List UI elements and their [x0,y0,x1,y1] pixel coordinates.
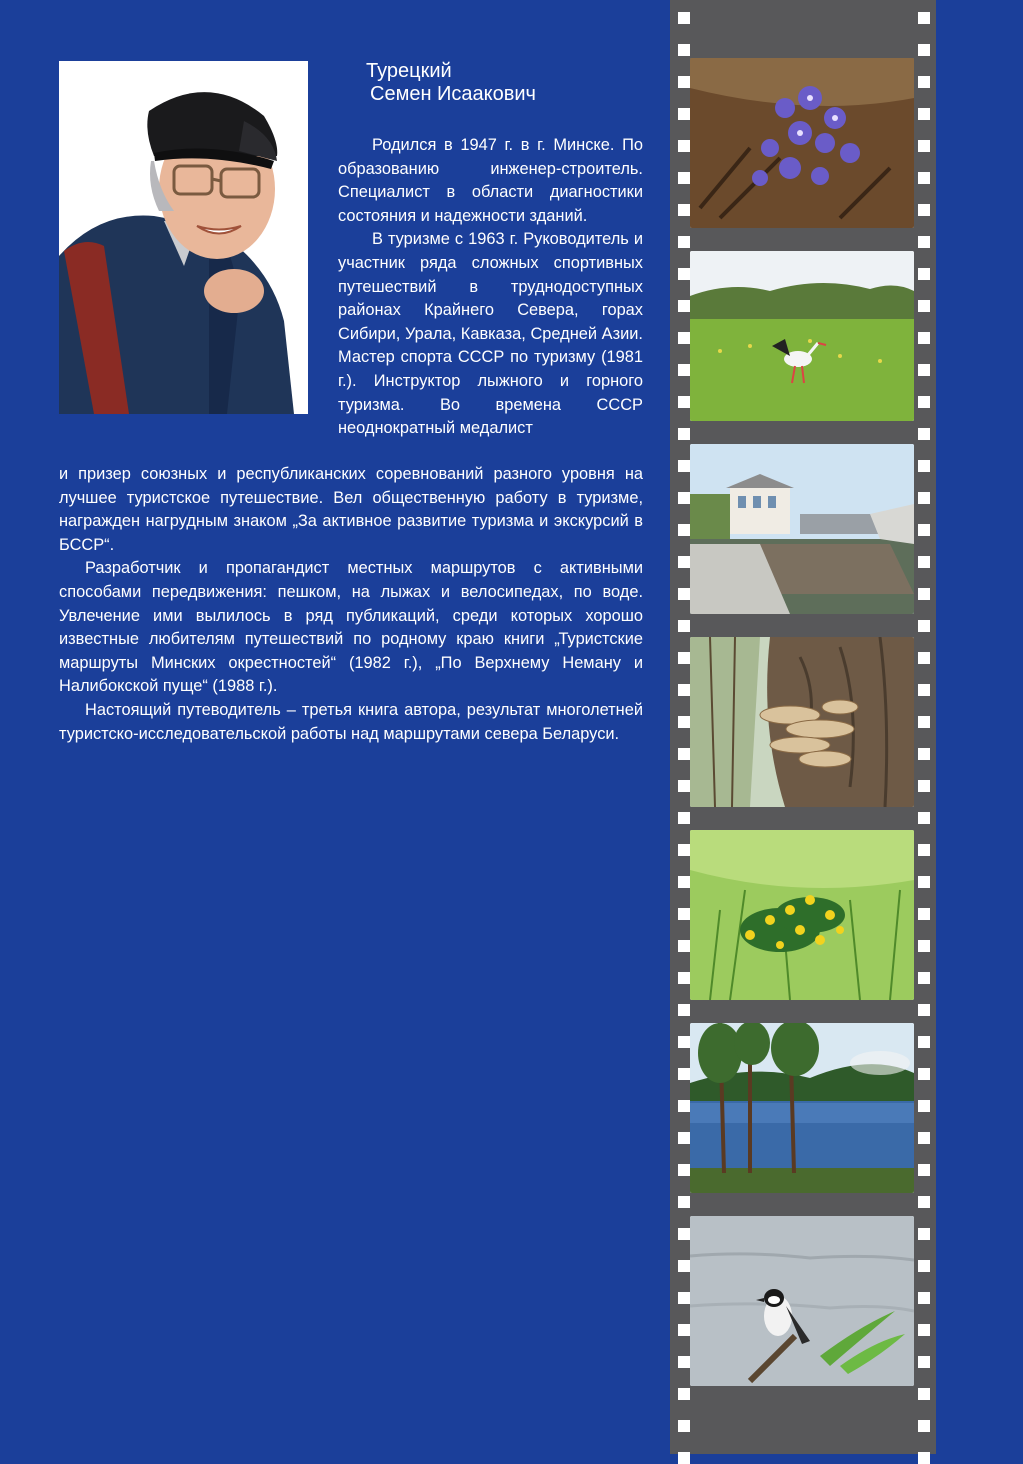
author-name [366,60,536,106]
film-perforation [918,716,930,728]
film-perforation [918,556,930,568]
bio-column-text [338,134,643,441]
wagtail-on-branch-photo [690,1216,914,1386]
author-portrait [59,61,308,414]
bio-full-text [59,463,643,746]
film-perforation [918,812,930,824]
bio-paragraph-birth: Родился в 1947 г. в г. Минске. По образованию инженер-строитель. Специалист в области диагностики состояния и надежности зданий. [338,136,643,225]
film-perforation [678,972,690,984]
film-perforation [918,1260,930,1272]
film-perforation [678,364,690,376]
film-perforation [918,1228,930,1240]
film-perforation [678,76,690,88]
film-perforation [678,588,690,600]
film-perforation [678,172,690,184]
film-perforation [918,108,930,120]
film-perforation [678,652,690,664]
film-perforation [918,300,930,312]
film-perforation [678,12,690,24]
author-given-names: Семен Исаакович [370,83,536,105]
film-perforation [678,620,690,632]
film-perforation [678,236,690,248]
film-perforation [678,1228,690,1240]
film-perforation [918,1036,930,1048]
film-perforation [918,524,930,536]
film-perforation [918,428,930,440]
film-perforation [918,588,930,600]
film-perforation [918,268,930,280]
filmstrip [670,0,936,1454]
film-perforation [918,396,930,408]
film-perforation [678,140,690,152]
film-perforation [678,844,690,856]
film-perforation [678,396,690,408]
film-perforation [918,1132,930,1144]
film-perforation [678,716,690,728]
film-perforation [918,876,930,888]
forest-lake-photo [690,1023,914,1193]
film-perforation [918,76,930,88]
film-perforation [918,1164,930,1176]
film-perforation [918,1100,930,1112]
film-perforation [918,44,930,56]
film-perforation [678,1356,690,1368]
hepatica-flowers-photo [690,58,914,228]
bio-paragraph-guide: Настоящий путеводитель – третья книга автора, результат многолетней туристско-исследовательской работы над маршрутами севера Беларуси. [59,700,643,743]
film-perforation [678,556,690,568]
film-perforation [918,492,930,504]
tree-fungus-photo [690,637,914,807]
film-perforation [678,44,690,56]
film-perforation [918,460,930,472]
film-perforation [678,492,690,504]
film-perforation [918,1004,930,1016]
film-perforation [918,780,930,792]
film-perforation [678,300,690,312]
film-perforation [918,364,930,376]
stork-in-meadow-photo [690,251,914,421]
film-perforation [918,1356,930,1368]
film-perforation [678,108,690,120]
film-perforation [918,940,930,952]
film-perforation [678,940,690,952]
bio-paragraph-routes: Разработчик и пропагандист местных маршрутов с активными способами передвижения: пешком, на лыжах и велосипедах, по воде. Увлечение ими вылилось в ряд публикаций, среди которых хорошо известные любителям путешествий по родному краю книги „Туристские маршруты Минских окрестностей“ (1982 г.), „По Верхнему Неману и Налибокской пуще“ (1988 г.). [59,559,643,696]
film-perforation [918,12,930,24]
film-perforation [918,204,930,216]
film-perforation [678,876,690,888]
film-perforation [918,236,930,248]
film-perforation [678,1420,690,1432]
film-perforation [918,1388,930,1400]
filmstrip-perforations-right [918,0,930,1454]
dam-building-photo [690,444,914,614]
film-perforation [918,1420,930,1432]
film-perforation [678,204,690,216]
film-perforation [678,428,690,440]
film-perforation [918,1292,930,1304]
film-perforation [678,1292,690,1304]
film-perforation [678,812,690,824]
film-perforation [918,684,930,696]
film-perforation [918,140,930,152]
film-perforation [918,748,930,760]
film-perforation [678,1068,690,1080]
film-perforation [678,1260,690,1272]
film-perforation [678,1100,690,1112]
film-perforation [678,908,690,920]
film-perforation [678,1324,690,1336]
film-perforation [678,748,690,760]
film-perforation [678,1132,690,1144]
film-perforation [918,652,930,664]
film-perforation [678,1196,690,1208]
film-perforation [678,460,690,472]
author-surname: Турецкий [366,60,452,82]
film-perforation [678,1004,690,1016]
film-perforation [678,780,690,792]
film-perforation [678,1388,690,1400]
film-perforation [678,1036,690,1048]
film-perforation [918,844,930,856]
film-perforation [678,524,690,536]
film-perforation [918,1196,930,1208]
film-perforation [918,972,930,984]
film-perforation [678,1164,690,1176]
film-perforation [918,908,930,920]
bio-paragraph-tourism: В туризме с 1963 г. Руководитель и участник ряда сложных спортивных путешествий в труднодоступных районах Крайнего Севера, горах Сибири, Урала, Кавказа, Средней Азии. Мастер спорта СССР по туризму (1981 г.). Инструктор лыжного и горного туризма. Во времена СССР неоднократный медалист [338,230,643,438]
film-perforation [678,332,690,344]
film-perforation [918,172,930,184]
marsh-marigold-photo [690,830,914,1000]
film-perforation [918,1068,930,1080]
bio-paragraph-tourism-cont: и призер союзных и республиканских соревнований разного уровня на лучшее туристское путешествие. Вел общественную работу в туризме, награжден нагрудным знаком „За активное развитие туризма и экскурсий в БССР“. [59,465,643,554]
film-perforation [918,332,930,344]
film-perforation [918,620,930,632]
film-perforation [918,1324,930,1336]
film-perforation [678,268,690,280]
filmstrip-perforations-left [678,0,690,1454]
film-perforation [678,684,690,696]
